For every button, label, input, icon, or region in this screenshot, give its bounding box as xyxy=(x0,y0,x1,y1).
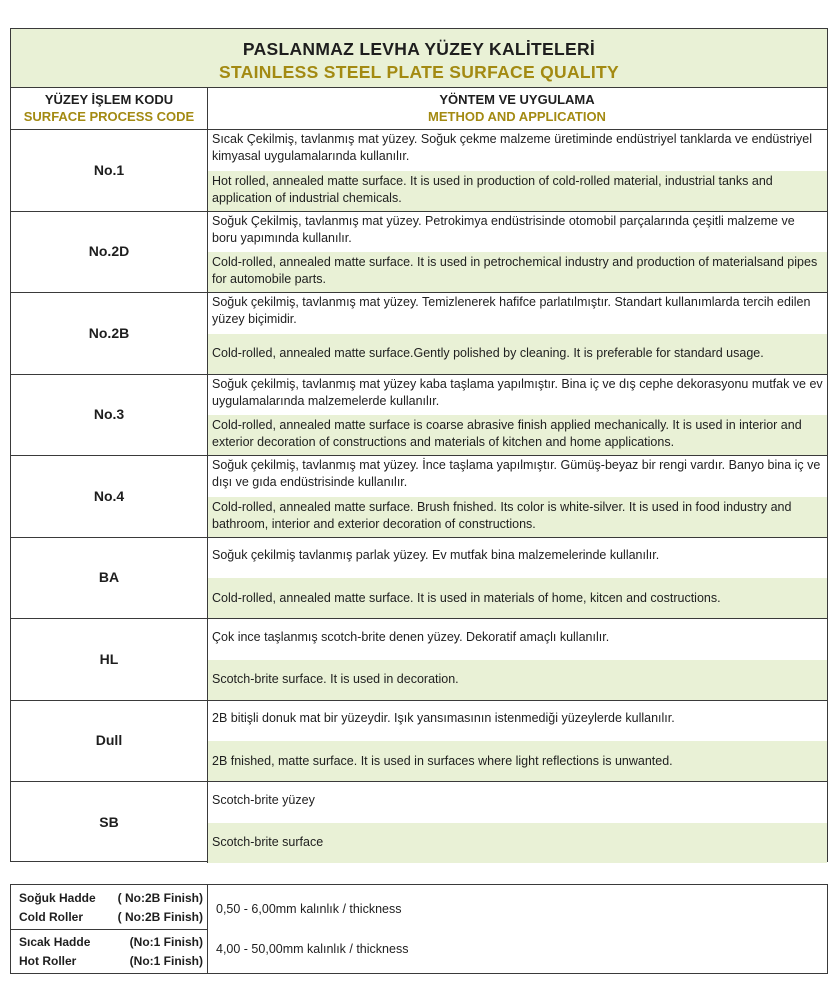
row-divider xyxy=(11,929,207,930)
description-tr: Scotch-brite yüzey xyxy=(212,792,315,807)
row-description xyxy=(208,374,827,456)
description-tr: Soğuk çekilmiş, tavlanmış mat yüzey. İnce taşlama yapılmıştır. Gümüş-beyaz bir rengi vardır. Banyo bina iç ve dışı ve gıda endüstrisinde kullanılır. xyxy=(212,458,821,489)
header-method-en: METHOD AND APPLICATION xyxy=(428,109,606,124)
hot-roller-tr-line xyxy=(19,933,203,951)
finish-label: (No:1 Finish) xyxy=(129,954,203,968)
description-tr: Sıcak Çekilmiş, tavlanmış mat yüzey. Soğuk çekme malzeme üretiminde endüstriyel tanklarda ve endüstriyel kimyasal uygulamalarında kullanılır. xyxy=(212,132,813,163)
row-description xyxy=(208,781,827,863)
table-body xyxy=(11,129,827,861)
description-en: Cold-rolled, annealed matte surface. It is used in petrochemical industry and production of materialsand pipes for automobile parts. xyxy=(208,252,827,292)
header-code-column xyxy=(11,87,208,129)
roller-label: Cold Roller xyxy=(19,910,84,924)
finish-label: ( No:2B Finish) xyxy=(117,891,203,905)
finish-label: (No:1 Finish) xyxy=(129,935,203,949)
table-row xyxy=(11,374,827,457)
description-en: Cold-rolled, annealed matte surface. It is used in materials of home, kitcen and costructions. xyxy=(208,578,827,618)
surface-code: HL xyxy=(11,618,208,700)
table-row xyxy=(11,129,827,212)
description-tr: Soğuk çekilmiş, tavlanmış mat yüzey kaba taşlama yapılmıştır. Bina iç ve dış cephe dekorasyonu mutfak ve ev uygulamalarında malzemelerde kullanılır. xyxy=(212,376,823,408)
description-en: Hot rolled, annealed matte surface. It is used in production of cold-rolled material, industrial tanks and application of industrial chemicals. xyxy=(208,171,827,211)
cold-roller-thickness: 0,50 - 6,00mm kalınlık / thickness xyxy=(216,902,402,916)
table-row xyxy=(11,292,827,375)
table-row xyxy=(11,455,827,538)
row-description xyxy=(208,700,827,782)
cold-roller-tr-line xyxy=(19,889,203,907)
row-description xyxy=(208,618,827,700)
row-description xyxy=(208,292,827,374)
surface-code: No.2B xyxy=(11,292,208,374)
cold-roller-en-line xyxy=(19,908,203,926)
header-method-column xyxy=(207,87,827,129)
description-tr: 2B bitişli donuk mat bir yüzeydir. Işık yansımasının istenmediği yüzeylerde kullanılır. xyxy=(212,711,675,725)
table-row xyxy=(11,781,827,863)
description-en: Cold-rolled, annealed matte surface is coarse abrasive finish applied mechanically. It is used in interior and exterior decoration of constructions and materials of kitchen and home applications. xyxy=(208,415,827,455)
description-en: Cold-rolled, annealed matte surface. Brush fnished. Its color is white-silver. It is used in food industry and bathroom, interior and exterior decoration of constructions. xyxy=(208,497,827,537)
row-description xyxy=(208,129,827,211)
surface-quality-table xyxy=(10,28,828,862)
roller-type-column xyxy=(11,885,208,973)
finish-label: ( No:2B Finish) xyxy=(117,910,203,924)
roller-label: Hot Roller xyxy=(19,954,77,968)
surface-code: No.3 xyxy=(11,374,208,456)
surface-code: No.2D xyxy=(11,211,208,293)
thickness-table xyxy=(10,884,828,974)
row-description xyxy=(208,455,827,537)
description-tr: Soğuk Çekilmiş, tavlanmış mat yüzey. Petrokimya endüstrisinde otomobil parçalarında çeşitli malzeme ve boru yapımında kullanılır. xyxy=(212,213,795,245)
table-row xyxy=(11,537,827,620)
description-en: Scotch-brite surface xyxy=(208,823,827,863)
thickness-values-column xyxy=(208,885,827,973)
table-row xyxy=(11,618,827,701)
description-tr: Çok ince taşlanmış scotch-brite denen yüzey. Dekoratif amaçlı kullanılır. xyxy=(212,629,610,644)
description-tr: Soğuk çekilmiş, tavlanmış mat yüzey. Temizlenerek hafifce parlatılmıştır. Standart kullanımlarda tercih edilen yüzey biçimidir. xyxy=(212,295,811,326)
row-description xyxy=(208,211,827,293)
row-description xyxy=(208,537,827,619)
table-title-band xyxy=(11,29,827,88)
table-header xyxy=(11,87,827,130)
description-en: Scotch-brite surface. It is used in decoration. xyxy=(208,660,827,700)
hot-roller-en-line xyxy=(19,952,203,970)
description-en: Cold-rolled, annealed matte surface.Gently polished by cleaning. It is preferable for standard usage. xyxy=(208,334,827,374)
surface-code: No.1 xyxy=(11,129,208,211)
table-row xyxy=(11,211,827,294)
roller-label: Sıcak Hadde xyxy=(19,935,91,949)
header-method-tr: YÖNTEM VE UYGULAMA xyxy=(439,92,595,107)
table-row xyxy=(11,700,827,783)
surface-code: SB xyxy=(11,781,208,863)
hot-roller-thickness: 4,00 - 50,00mm kalınlık / thickness xyxy=(216,942,409,956)
roller-label: Soğuk Hadde xyxy=(19,891,96,905)
description-en: 2B fnished, matte surface. It is used in surfaces where light reflections is unwanted. xyxy=(208,741,827,781)
surface-code: No.4 xyxy=(11,455,208,537)
title-turkish: PASLANMAZ LEVHA YÜZEY KALİTELERİ xyxy=(242,39,596,59)
surface-code: BA xyxy=(11,537,208,619)
description-tr: Soğuk çekilmiş tavlanmış parlak yüzey. Ev mutfak bina malzemelerinde kullanılır. xyxy=(212,548,660,562)
header-code-tr: YÜZEY İŞLEM KODU xyxy=(44,92,174,107)
header-code-en: SURFACE PROCESS CODE xyxy=(23,109,195,124)
title-english: STAINLESS STEEL PLATE SURFACE QUALITY xyxy=(218,62,620,82)
surface-code: Dull xyxy=(11,700,208,782)
